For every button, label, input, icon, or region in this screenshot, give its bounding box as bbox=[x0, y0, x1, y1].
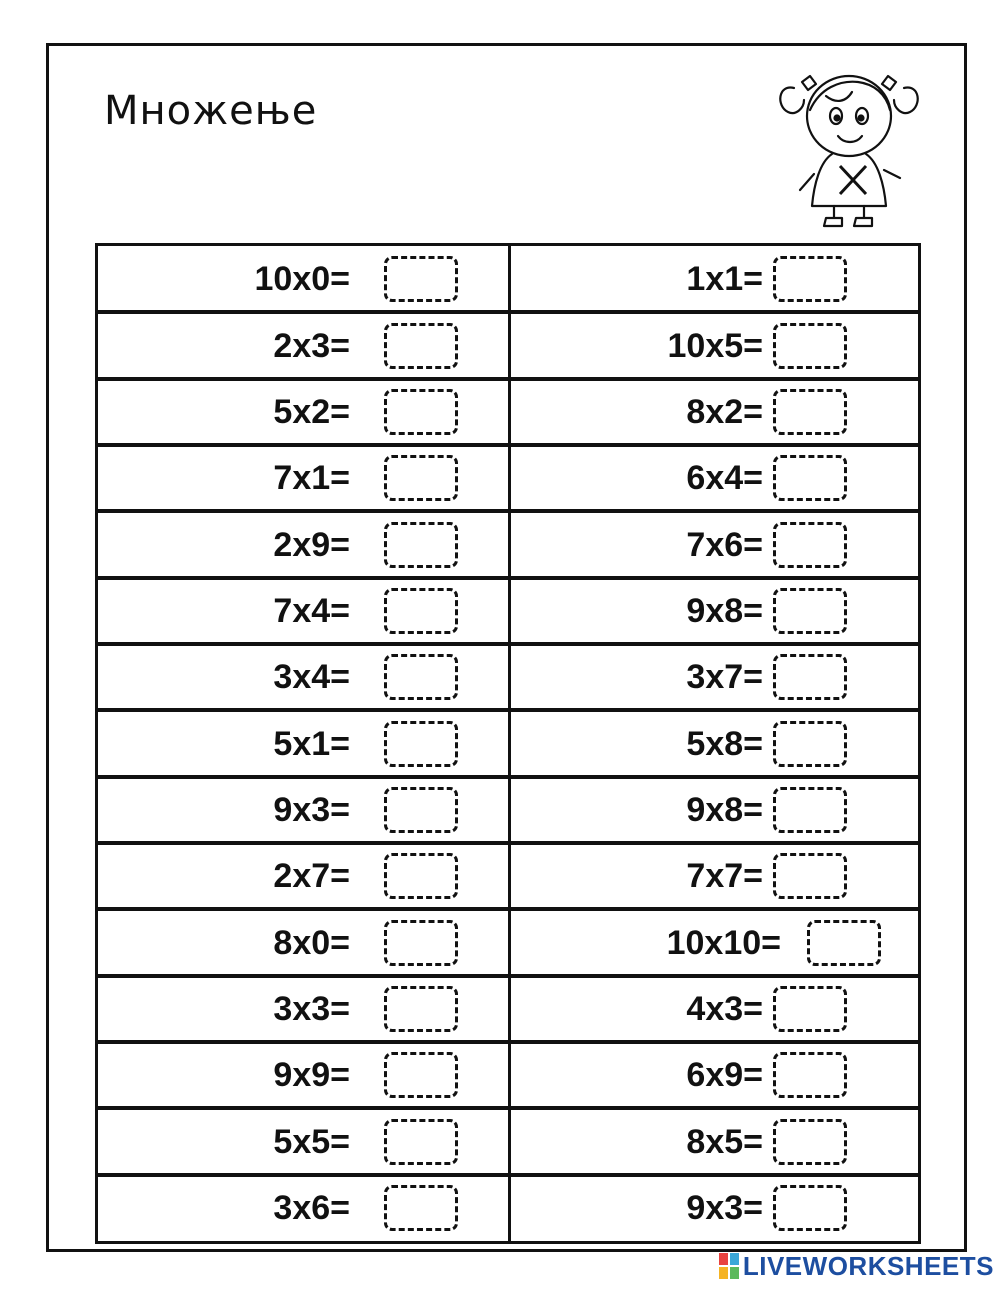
answer-box[interactable] bbox=[384, 654, 458, 700]
multiplication-problem: 9x8= bbox=[686, 591, 763, 630]
row-divider bbox=[98, 1106, 918, 1110]
multiplication-problem: 5x1= bbox=[273, 724, 350, 763]
problem-cell-right bbox=[511, 714, 918, 774]
row-divider bbox=[98, 1173, 918, 1177]
answer-box[interactable] bbox=[773, 323, 847, 369]
problem-cell-right bbox=[511, 846, 918, 906]
answer-box[interactable] bbox=[384, 588, 458, 634]
problem-cell-right bbox=[511, 249, 918, 309]
problem-cell-right bbox=[511, 316, 918, 376]
multiplication-problem: 5x5= bbox=[273, 1122, 350, 1161]
problem-cell-right bbox=[511, 780, 918, 840]
problem-cell-right bbox=[511, 515, 918, 575]
problem-cell-right bbox=[511, 448, 918, 508]
multiplication-problem: 6x9= bbox=[686, 1056, 763, 1095]
answer-box[interactable] bbox=[773, 787, 847, 833]
multiplication-problem: 1x1= bbox=[686, 260, 763, 299]
answer-box[interactable] bbox=[773, 986, 847, 1032]
problem-cell-right bbox=[511, 1045, 918, 1105]
row-divider bbox=[98, 310, 918, 314]
row-divider bbox=[98, 642, 918, 646]
problem-cell-left bbox=[98, 714, 508, 774]
answer-box[interactable] bbox=[384, 522, 458, 568]
answer-box[interactable] bbox=[384, 920, 458, 966]
problem-cell-right bbox=[511, 913, 918, 973]
problem-cell-right bbox=[511, 382, 918, 442]
problem-cell-left bbox=[98, 1178, 508, 1238]
answer-box[interactable] bbox=[773, 522, 847, 568]
multiplication-problem: 2x7= bbox=[273, 857, 350, 896]
logo-text: LIVEWORKSHEETS bbox=[742, 1250, 994, 1281]
multiplication-problem: 9x9= bbox=[273, 1056, 350, 1095]
answer-box[interactable] bbox=[773, 1185, 847, 1231]
row-divider bbox=[98, 1040, 918, 1044]
row-divider bbox=[98, 509, 918, 513]
row-divider bbox=[98, 974, 918, 978]
answer-box[interactable] bbox=[773, 654, 847, 700]
problem-cell-left bbox=[98, 647, 508, 707]
multiplication-problem: 9x3= bbox=[686, 1188, 763, 1227]
problem-cell-left bbox=[98, 1045, 508, 1105]
problem-cell-left bbox=[98, 1112, 508, 1172]
multiplication-problem: 8x2= bbox=[686, 392, 763, 431]
problem-cell-right bbox=[511, 581, 918, 641]
multiplication-problem: 4x3= bbox=[686, 989, 763, 1028]
row-divider bbox=[98, 907, 918, 911]
answer-box[interactable] bbox=[773, 853, 847, 899]
answer-box[interactable] bbox=[773, 1119, 847, 1165]
problem-cell-left bbox=[98, 913, 508, 973]
problem-cell-right bbox=[511, 1178, 918, 1238]
multiplication-problem: 8x5= bbox=[686, 1122, 763, 1161]
answer-box[interactable] bbox=[384, 455, 458, 501]
multiplication-problem: 2x3= bbox=[273, 326, 350, 365]
answer-box[interactable] bbox=[384, 1119, 458, 1165]
row-divider bbox=[98, 576, 918, 580]
problem-cell-right bbox=[511, 979, 918, 1039]
answer-box[interactable] bbox=[384, 389, 458, 435]
multiplication-problem: 5x2= bbox=[273, 392, 350, 431]
multiplication-problem: 9x3= bbox=[273, 790, 350, 829]
answer-box[interactable] bbox=[384, 323, 458, 369]
multiplication-problem: 7x1= bbox=[273, 459, 350, 498]
multiplication-problem: 3x6= bbox=[273, 1188, 350, 1227]
answer-box[interactable] bbox=[773, 588, 847, 634]
multiplication-problem: 7x6= bbox=[686, 525, 763, 564]
multiplication-problem: 10x0= bbox=[254, 260, 350, 299]
answer-box[interactable] bbox=[384, 986, 458, 1032]
answer-box[interactable] bbox=[773, 455, 847, 501]
answer-box[interactable] bbox=[384, 853, 458, 899]
multiplication-problem: 9x8= bbox=[686, 790, 763, 829]
problem-cell-left bbox=[98, 979, 508, 1039]
multiplication-problem: 7x7= bbox=[686, 857, 763, 896]
problem-cell-left bbox=[98, 448, 508, 508]
problem-cell-left bbox=[98, 515, 508, 575]
liveworksheets-logo-icon bbox=[719, 1253, 739, 1279]
problem-cell-left bbox=[98, 382, 508, 442]
problem-cell-left bbox=[98, 316, 508, 376]
multiplication-problem: 10x5= bbox=[667, 326, 763, 365]
problem-cell-right bbox=[511, 1112, 918, 1172]
problem-cell-left bbox=[98, 249, 508, 309]
answer-box[interactable] bbox=[384, 256, 458, 302]
row-divider bbox=[98, 775, 918, 779]
problem-cell-left bbox=[98, 846, 508, 906]
multiplication-problem: 3x7= bbox=[686, 658, 763, 697]
page-title: Множење bbox=[104, 88, 318, 134]
girl-with-multiplication-sign-icon bbox=[774, 66, 924, 234]
multiplication-problem: 5x8= bbox=[686, 724, 763, 763]
answer-box[interactable] bbox=[773, 389, 847, 435]
answer-box[interactable] bbox=[384, 1185, 458, 1231]
multiplication-problem: 8x0= bbox=[273, 923, 350, 962]
liveworksheets-logo bbox=[719, 1251, 994, 1281]
problem-cell-left bbox=[98, 780, 508, 840]
answer-box[interactable] bbox=[773, 1052, 847, 1098]
problem-cell-right bbox=[511, 647, 918, 707]
problem-cell-left bbox=[98, 581, 508, 641]
answer-box[interactable] bbox=[807, 920, 881, 966]
answer-box[interactable] bbox=[384, 1052, 458, 1098]
multiplication-table bbox=[95, 243, 921, 1244]
multiplication-problem: 2x9= bbox=[273, 525, 350, 564]
row-divider bbox=[98, 841, 918, 845]
answer-box[interactable] bbox=[773, 256, 847, 302]
multiplication-problem: 3x4= bbox=[273, 658, 350, 697]
multiplication-problem: 10x10= bbox=[666, 923, 781, 962]
multiplication-problem: 3x3= bbox=[273, 989, 350, 1028]
multiplication-problem: 6x4= bbox=[686, 459, 763, 498]
row-divider bbox=[98, 377, 918, 381]
answer-box[interactable] bbox=[384, 721, 458, 767]
multiplication-problem: 7x4= bbox=[273, 591, 350, 630]
answer-box[interactable] bbox=[773, 721, 847, 767]
row-divider bbox=[98, 443, 918, 447]
row-divider bbox=[98, 708, 918, 712]
answer-box[interactable] bbox=[384, 787, 458, 833]
